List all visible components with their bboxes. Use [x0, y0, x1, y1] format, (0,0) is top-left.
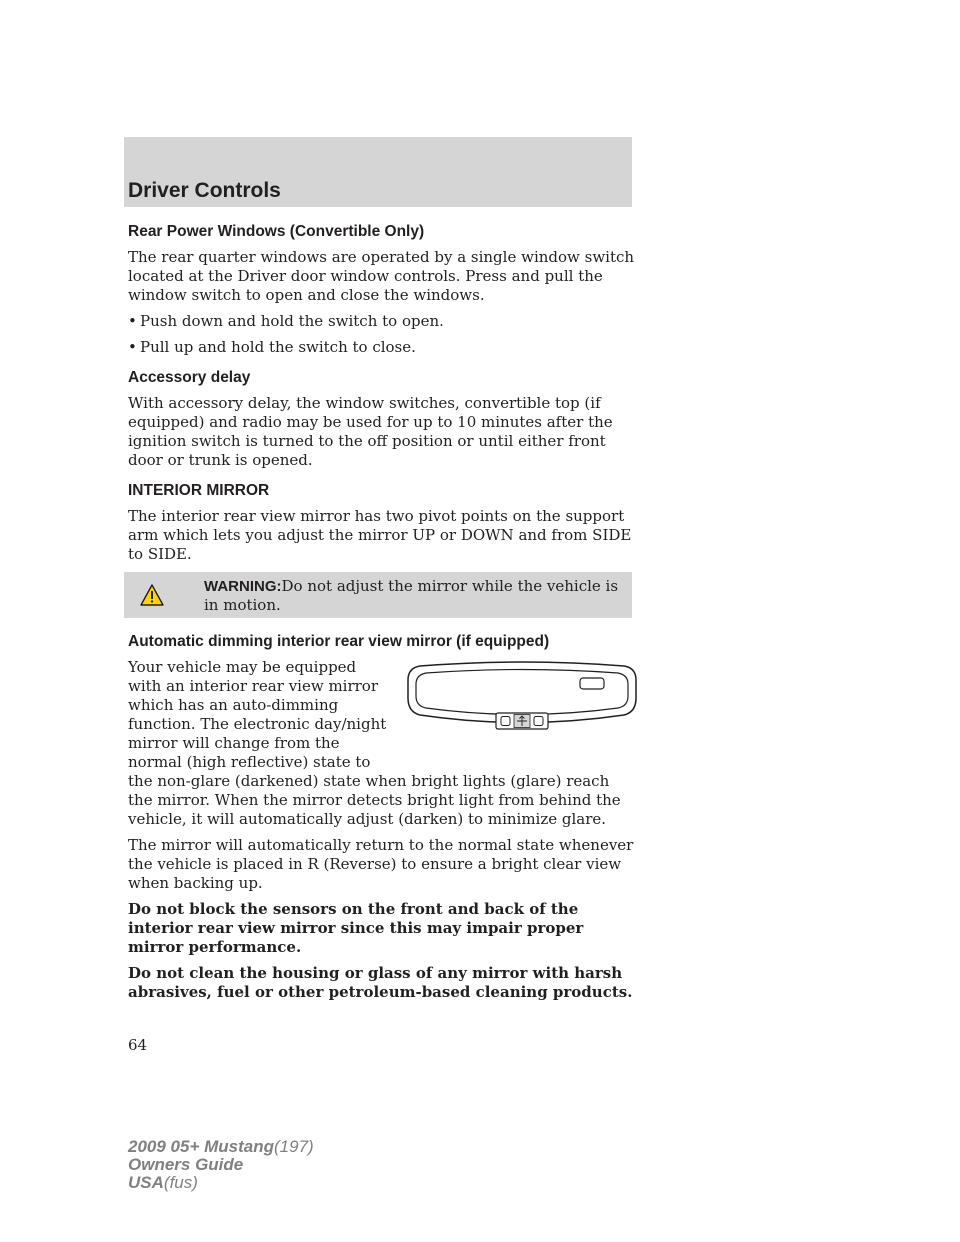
auto-dimming-body-1: Your vehicle may be equipped with an interior rear view mirror which has an auto-dimming function. The electronic day/night mirror will change from the normal (high reflective) state to the non-glare (darkened) state when bright lights (glare) reach the mirror. When the mirror detects bright light from behind the vehicle, it will automatically adjust (darken) to minimize glare.	[128, 658, 621, 828]
rear-windows-body: The rear quarter windows are operated by a single window switch located at the Driver door window controls. Press and pull the window switch to open and close the windows.	[128, 248, 635, 304]
bullet-icon: •	[128, 338, 137, 356]
accessory-delay-body: With accessory delay, the window switches, convertible top (if equipped) and radio may be used for up to 10 minutes after the ignition switch is turned to the off position or until either front door or trunk is opened.	[128, 394, 613, 469]
footer-guide: Owners Guide	[128, 1155, 244, 1174]
bullet-text: Pull up and hold the switch to close.	[140, 338, 416, 356]
sensor-caution: Do not block the sensors on the front and back of the interior rear view mirror since this may impair proper mirror performance.	[128, 900, 584, 956]
page-number: 64	[128, 1036, 148, 1054]
bullet-text: Push down and hold the switch to open.	[140, 312, 444, 330]
footer-market: USA	[128, 1173, 164, 1192]
warning-label: WARNING:	[204, 578, 282, 595]
bullet-icon: •	[128, 312, 137, 330]
rear-view-mirror-illustration	[402, 658, 642, 768]
document-footer	[128, 1138, 314, 1192]
interior-mirror-body: The interior rear view mirror has two pivot points on the support arm which lets you adjust the mirror UP or DOWN and from SIDE to SIDE.	[128, 507, 632, 563]
warning-box	[124, 572, 632, 618]
warning-text	[204, 577, 624, 615]
footer-model-code: (197)	[274, 1137, 314, 1156]
footer-market-code: (fus)	[163, 1173, 198, 1192]
warning-triangle-icon	[140, 584, 164, 606]
warning-message: Do not adjust the mirror while the vehicle is in motion.	[204, 577, 619, 614]
page-content	[128, 222, 636, 1009]
auto-dimming-heading: Automatic dimming interior rear view mirror (if equipped)	[128, 633, 550, 650]
footer-model: 2009 05+ Mustang	[128, 1137, 274, 1156]
rear-windows-heading: Rear Power Windows (Convertible Only)	[128, 223, 425, 240]
interior-mirror-heading: INTERIOR MIRROR	[128, 482, 270, 499]
auto-dimming-body-2: The mirror will automatically return to the normal state whenever the vehicle is placed in R (Reverse) to ensure a bright clear view when backing up.	[128, 836, 634, 892]
list-item	[128, 312, 636, 331]
section-title: Driver Controls	[128, 179, 281, 202]
cleaning-caution: Do not clean the housing or glass of any mirror with harsh abrasives, fuel or other petroleum-based cleaning products.	[128, 964, 633, 1001]
list-item	[128, 338, 636, 357]
accessory-delay-heading: Accessory delay	[128, 369, 251, 386]
